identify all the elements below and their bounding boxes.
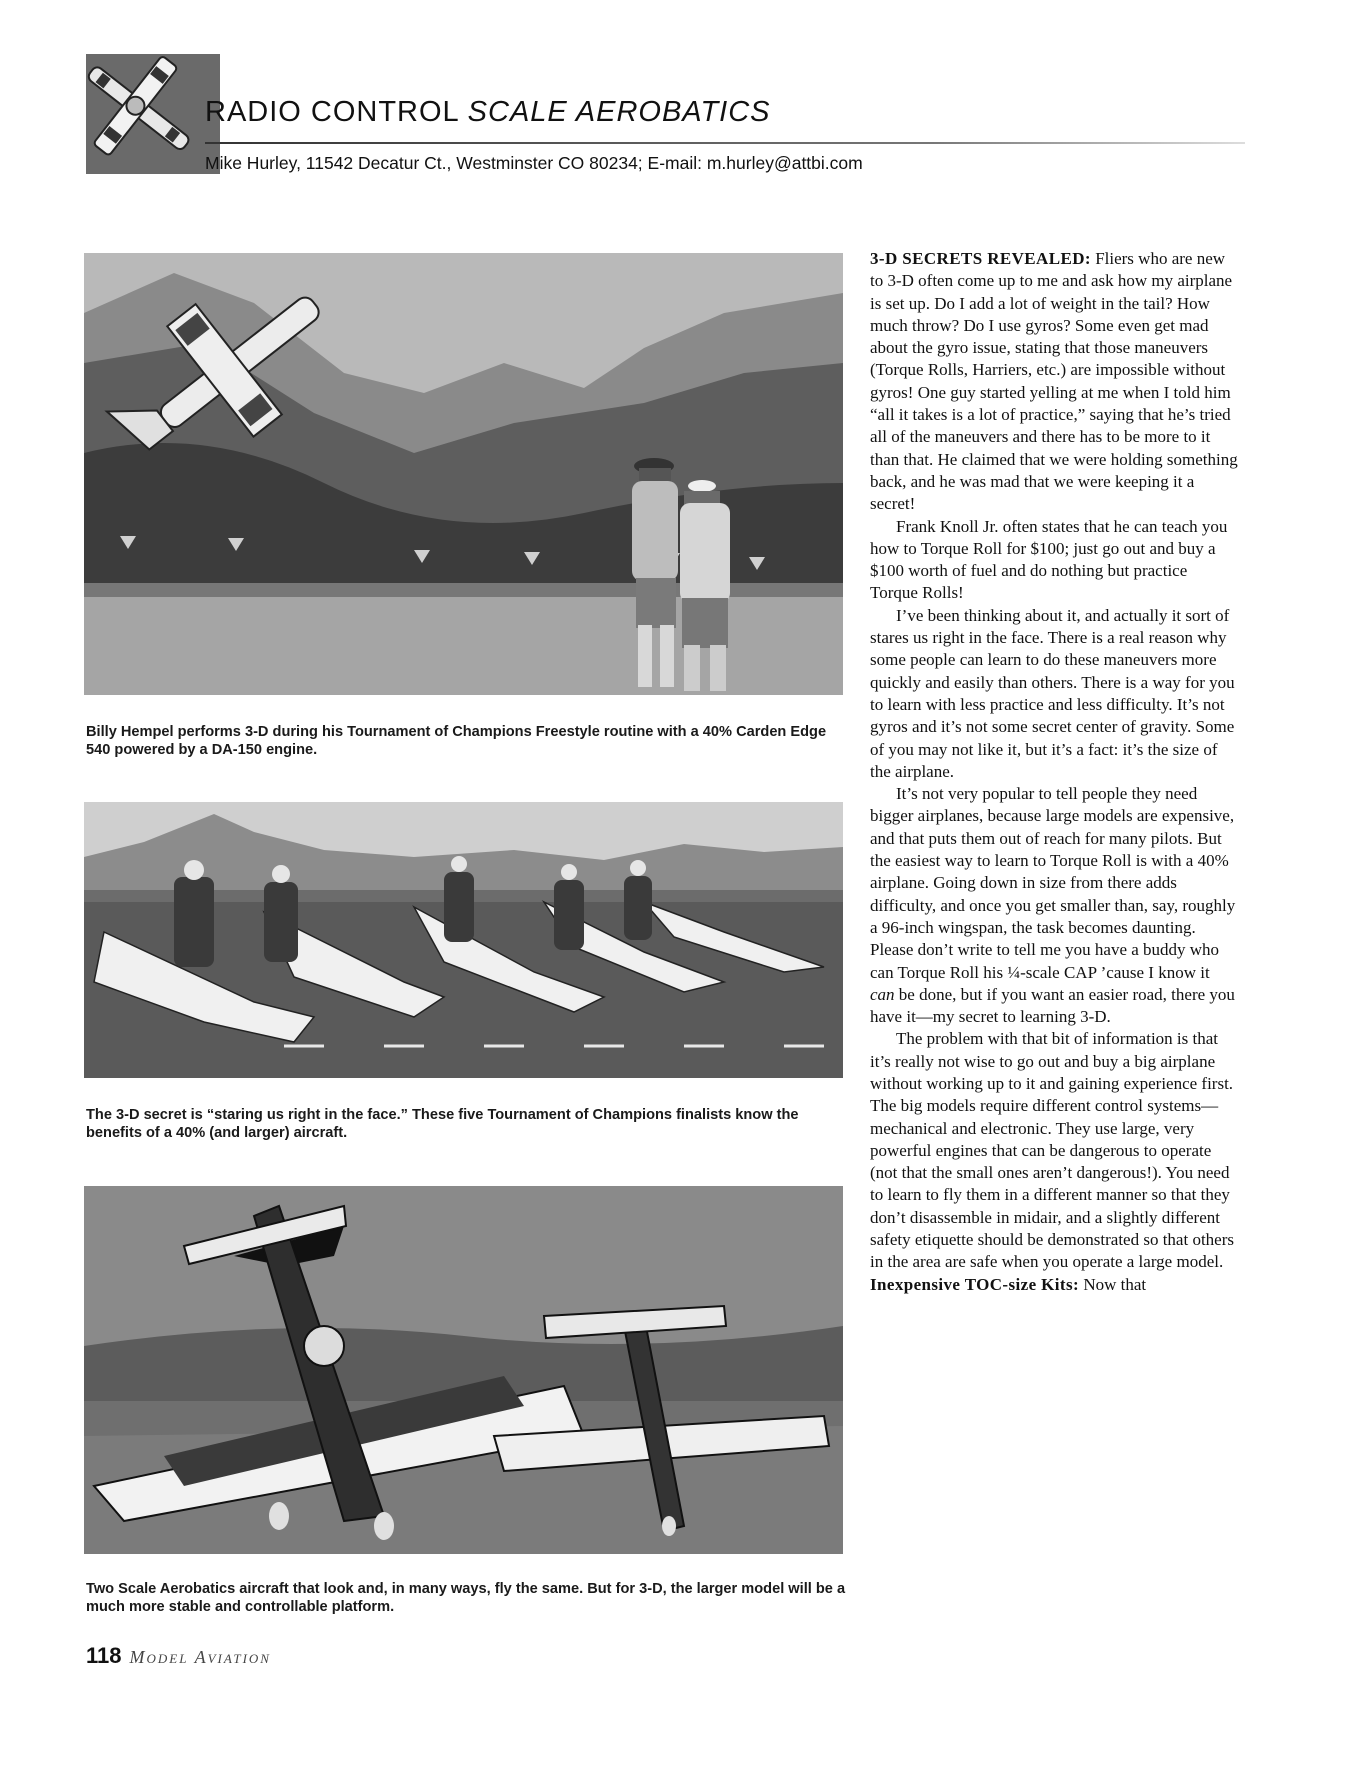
page-folio: [86, 1643, 271, 1669]
paragraph-text: -scale CAP ’cause I know it: [1020, 962, 1210, 982]
section-kicker: 3-D SECRETS REVEALED:: [870, 249, 1091, 268]
paragraph-text: be done, but if you want an easier road, there you have it—my secret to learning 3-D.: [870, 984, 1235, 1027]
article-paragraph: Frank Knoll Jr. often states that he can teach you how to Torque Roll for $100; just go out and buy a $100 worth of fuel and do nothing but practice Torque Rolls!: [870, 516, 1228, 603]
photo-five-pilots-with-planes: [84, 802, 843, 1078]
subhead: Inexpensive TOC-size Kits:: [870, 1274, 1080, 1294]
paragraph-text: It’s not very popular to tell people they need bigger airplanes, because large models are expensive, and that puts them out of reach for many pilots. But the easiest way to learn to Torque Roll is with a 40% airplane. Going down in size from there adds difficulty, and once you get smaller than, say, roughly a 96-inch wingspan, the task becomes daunting. Please don’t write to tell me you have a buddy who can Torque Roll his: [870, 784, 1236, 982]
article-paragraph: The problem with that bit of information is that it’s really not wise to go out and buy a big airplane without working up to it and gaining experience first. The big models require different control systems—mechanical and electronic. They use large, very powerful engines that can be dangerous to operate (not that the small ones aren’t dangerous!). You need to learn to fly them in a different manner so that they don’t disassemble in midair, and a slightly different safety etiquette should be demonstrated so that others in the area are safe when you operate a large model.: [870, 1029, 1234, 1272]
magazine-name: Model Aviation: [129, 1647, 271, 1667]
photo-caption-3: Two Scale Aerobatics aircraft that look and, in many ways, fly the same. But for 3-D, the larger model will be a much more stable and controllable platform.: [86, 1581, 846, 1615]
emphasis: can: [870, 984, 895, 1004]
section-title-italic: SCALE AEROBATICS: [467, 96, 771, 128]
photo-plane-in-flight: [84, 253, 843, 695]
article-column: [870, 248, 1238, 1296]
photo-caption-1: Billy Hempel performs 3-D during his Tournament of Champions Freestyle routine with a 40% Carden Edge 540 powered by a DA-150 engine.: [86, 724, 827, 758]
photo-two-edge-540-models: [84, 1186, 843, 1554]
aerobatic-airplane-logo: [58, 44, 220, 174]
photo-caption-2: The 3-D secret is “staring us right in the face.” These five Tournament of Champions finalists know the benefits of a 40% (and larger) aircraft.: [86, 1107, 799, 1141]
article-paragraph: I’ve been thinking about it, and actually it sort of stares us right in the face. There is a real reason why some people can learn to do these maneuvers more quickly and easily than others. There is a way for you to learn with less practice and less difficulty. It’s not gyros and it’s not some secret center of gravity. Some of you may not like it, but it’s a fact: it’s the size of the airplane.: [870, 605, 1235, 781]
scale-fraction: ¼: [1007, 962, 1021, 982]
article-paragraph: [870, 248, 1238, 516]
section-title: [205, 96, 771, 129]
header-rule: [205, 142, 1245, 144]
subhead-paragraph: [870, 1274, 1238, 1296]
author-byline: Mike Hurley, 11542 Decatur Ct., Westminster CO 80234; E-mail: m.hurley@attbi.com: [205, 153, 863, 173]
paragraph-text: Fliers who are new to 3-D often come up to me and ask how my airplane is set up. Do I add a lot of weight in the tail? How much throw? Do I use gyros? Some even get mad about the gyro issue, stating that those maneuvers (Torque Rolls, Harriers, etc.) are impossible without gyros! One guy started yelling at me when I told him “all it takes is a lot of practice,” saying that he’s tried all of the maneuvers and there has to be more to it than that. He claimed that we were holding something back, and he was mad that we were keeping it a secret!: [870, 249, 1238, 514]
page-number: 118: [86, 1643, 122, 1668]
section-title-plain: RADIO CONTROL: [205, 96, 459, 128]
paragraph-text: Now that: [1079, 1274, 1147, 1294]
article-paragraph: [870, 783, 1238, 1028]
